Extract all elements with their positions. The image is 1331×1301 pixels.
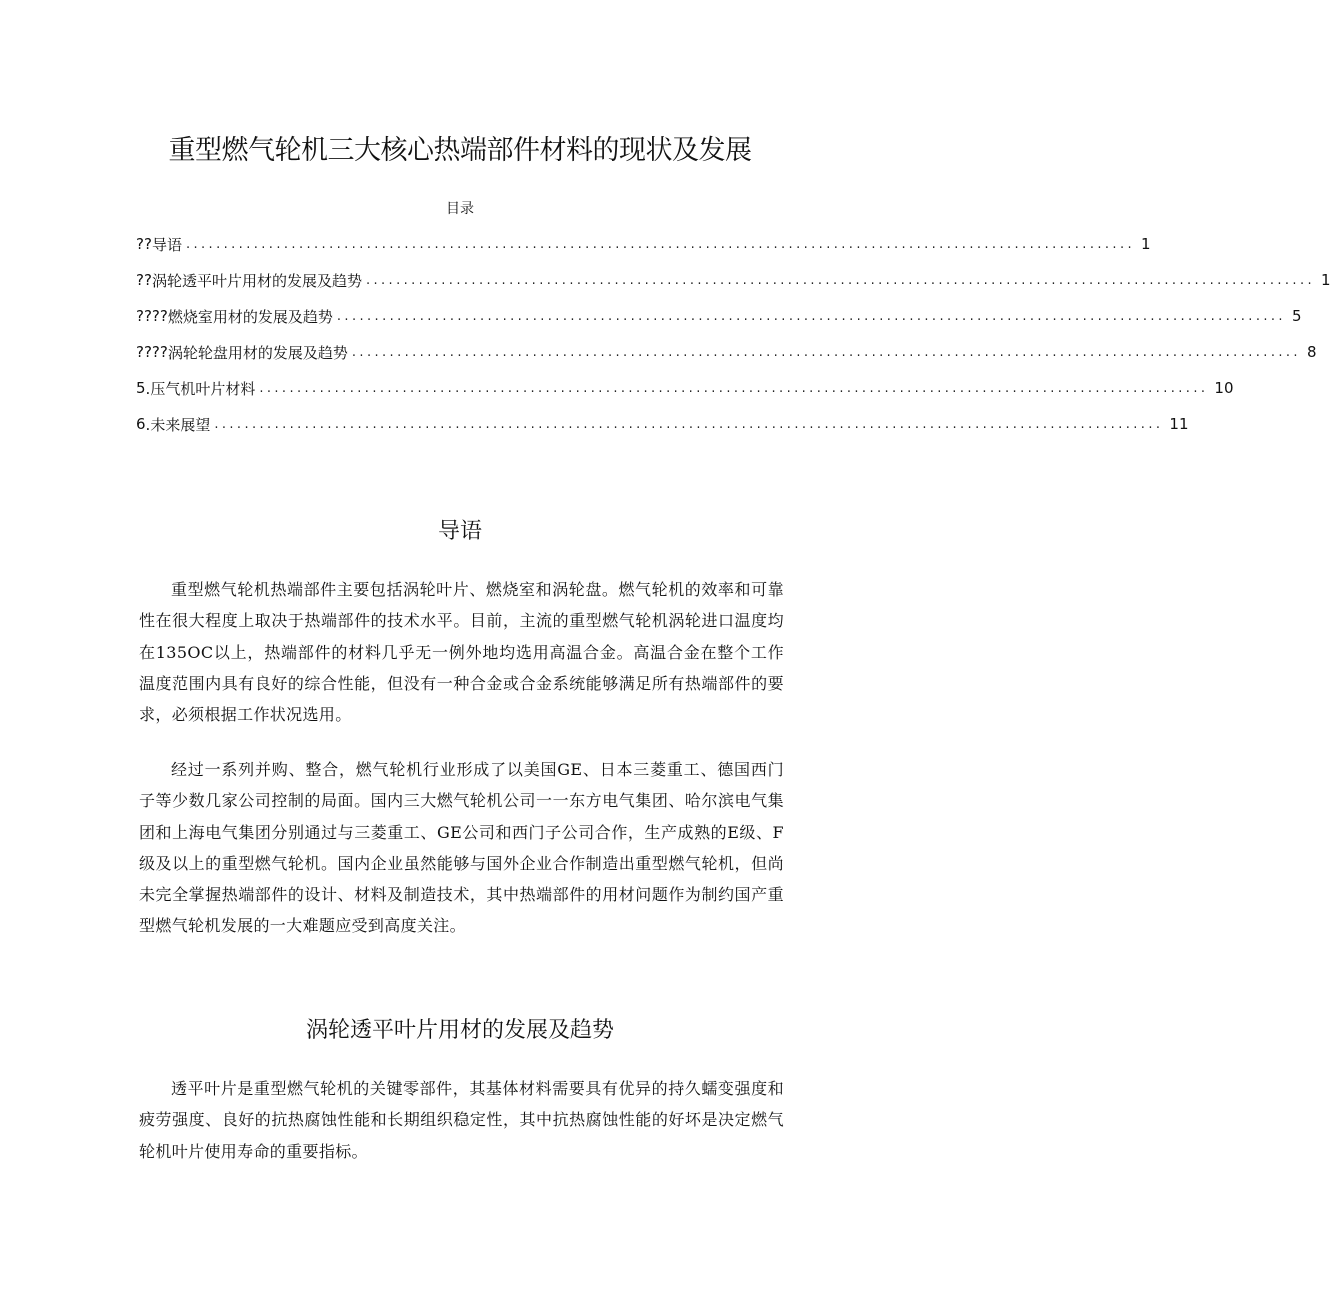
toc-entry-number: ??	[136, 271, 152, 289]
toc-entry-page: 1	[1321, 271, 1331, 289]
toc-entry-page: 11	[1169, 415, 1189, 433]
paragraph: 重型燃气轮机热端部件主要包括涡轮叶片、燃烧室和涡轮盘。燃气轮机的效率和可靠性在很大程度上取决于热端部件的技术水平。目前，主流的重型燃气轮机涡轮进口温度均在135OC以上，热端部件的材料几乎无一例外地均选用高温合金。高温合金在整个工作温度范围内具有良好的综合性能，但没有一种合金或合金系统能够满足所有热端部件的要求，必须根据工作状况选用。	[139, 580, 784, 725]
table-of-contents	[136, 226, 1331, 442]
document-title: 重型燃气轮机三大核心热端部件材料的现状及发展	[168, 135, 752, 166]
toc-leader-dots: ..............................................................................................................................	[336, 308, 1286, 324]
toc-entry-text: .压气机叶片材料	[145, 379, 256, 398]
toc-entry-number: ????	[136, 343, 168, 361]
toc-entry[interactable]	[136, 226, 1151, 262]
paragraph: 经过一系列并购、整合，燃气轮机行业形成了以美国GE、日本三菱重工、德国西门子等少数几家公司控制的局面。国内三大燃气轮机公司一一东方电气集团、哈尔滨电气集团和上海电气集团分别通过与三菱重工、GE公司和西门子公司合作，生产成熟的E级、F级及以上的重型燃气轮机。国内企业虽然能够与国外企业合作制造出重型燃气轮机，但尚未完全掌握热端部件的设计、材料及制造技术，其中热端部件的用材问题作为制约国产重型燃气轮机发展的一大难题应受到高度关注。	[139, 760, 784, 936]
toc-heading: 目录	[446, 201, 474, 217]
toc-entry-text: .未来展望	[145, 415, 211, 434]
toc-entry-text: 涡轮轮盘用材的发展及趋势	[167, 343, 348, 362]
toc-entry-number: ????	[136, 307, 168, 325]
toc-entry-page: 1	[1141, 235, 1151, 253]
toc-entry-number: 5	[136, 379, 146, 397]
toc-leader-dots: ..............................................................................................................................	[365, 272, 1316, 288]
toc-entry[interactable]	[136, 370, 1234, 406]
toc-entry[interactable]	[136, 406, 1189, 442]
toc-entry[interactable]	[136, 298, 1302, 334]
toc-entry-number: ??	[136, 235, 152, 253]
toc-leader-dots: ..............................................................................................................................	[185, 236, 1136, 252]
paragraph: 透平叶片是重型燃气轮机的关键零部件，其基体材料需要具有优异的持久蠕变强度和疲劳强度、良好的抗热腐蚀性能和长期组织稳定性，其中抗热腐蚀性能的好坏是决定燃气轮机叶片使用寿命的重要指标。	[139, 1079, 784, 1161]
toc-entry-page: 8	[1306, 343, 1317, 361]
toc-entry[interactable]	[136, 262, 1331, 298]
section-heading-intro: 导语	[437, 519, 482, 544]
toc-entry-text: 涡轮透平叶片用材的发展及趋势	[151, 271, 362, 290]
toc-leader-dots: ..............................................................................................................................	[214, 416, 1164, 432]
toc-entry-number: 6	[136, 415, 146, 433]
toc-entry-page: 5	[1291, 307, 1302, 325]
toc-leader-dots: ..............................................................................................................................	[259, 380, 1209, 396]
toc-leader-dots: ..............................................................................................................................	[351, 344, 1301, 360]
toc-entry-text: 燃烧室用材的发展及趋势	[167, 307, 333, 326]
section-heading-blades: 涡轮透平叶片用材的发展及趋势	[305, 1018, 614, 1043]
toc-entry[interactable]	[136, 334, 1317, 370]
toc-entry-page: 10	[1214, 379, 1234, 397]
toc-entry-text: 导语	[151, 235, 182, 254]
